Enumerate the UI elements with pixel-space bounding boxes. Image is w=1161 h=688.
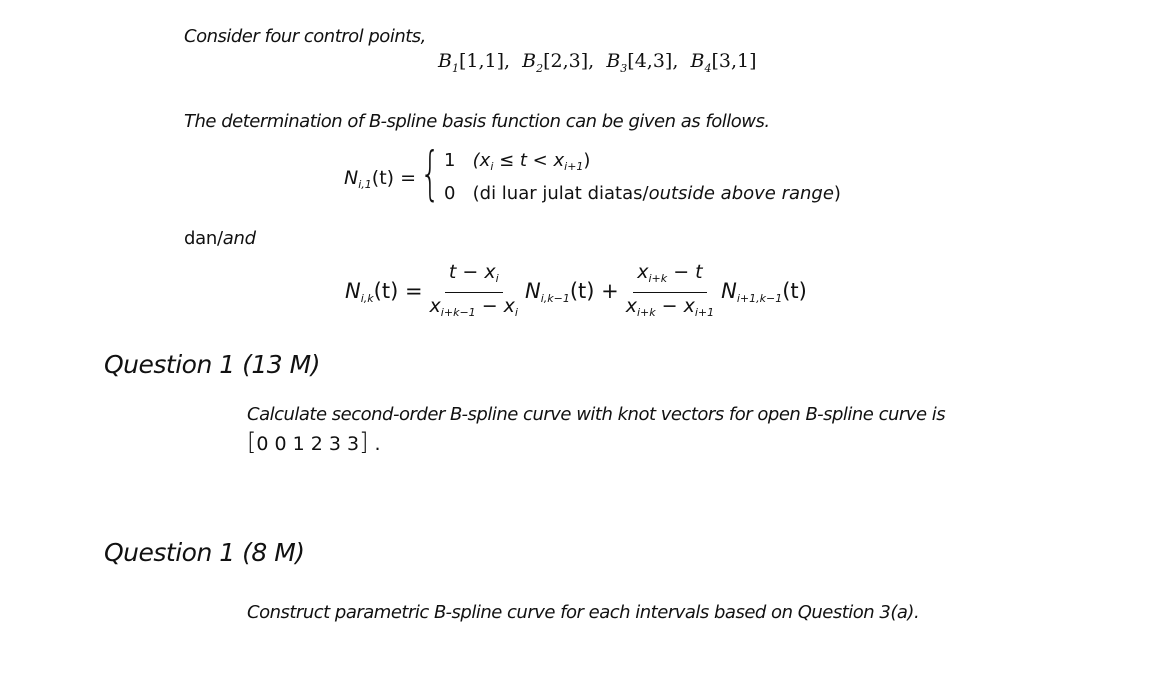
- curly-brace-icon: {: [420, 139, 441, 207]
- question-b-title: Question 1 (8 M): [104, 538, 305, 567]
- fraction-2: $\frac{x_{i+k} - t}{x_{i+k} - x_{i+1}}$: [625, 260, 715, 319]
- equation-2-lhs: Ni,k(t) =: [345, 279, 423, 305]
- basis-function-sentence: The determination of B-spline basis function can be given as follows.: [184, 111, 770, 132]
- control-point: $B_4[3,1]$: [690, 50, 757, 75]
- intro-text: Consider four control points,: [184, 26, 426, 47]
- control-point: $B_3[4,3]$,: [606, 50, 679, 75]
- term-2: Ni+1,k−1(t): [721, 279, 807, 305]
- question-b-text: Construct parametric B-spline curve for each intervals based on Question 3(a).: [247, 602, 920, 623]
- equation-1-case-2: 0 (di luar julat diatas/outside above range): [444, 183, 841, 204]
- connector-text: dan/and: [184, 228, 256, 249]
- question-a-text: Calculate second-order B-spline curve with knot vectors for open B-spline curve is: [247, 404, 946, 425]
- control-point: $B_1[1,1]$,: [438, 50, 511, 75]
- equation-1-case-1: 1 $(x_i \le t < x_{i+1})$: [444, 150, 591, 173]
- control-point: $B_2[2,3]$,: [522, 50, 595, 75]
- equation-1-lhs: $N_{i,1}(t)$ =: [344, 167, 417, 191]
- control-points: [438, 50, 756, 75]
- question-a-title: Question 1 (13 M): [104, 350, 320, 379]
- term-1: Ni,k−1(t) +: [524, 279, 619, 305]
- knot-vector: [0 0 1 2 3 3] .: [247, 428, 381, 456]
- equation-2: [345, 262, 807, 322]
- fraction-1: $\frac{t - x_i}{x_{i+k-1} - x_i}$: [429, 260, 518, 319]
